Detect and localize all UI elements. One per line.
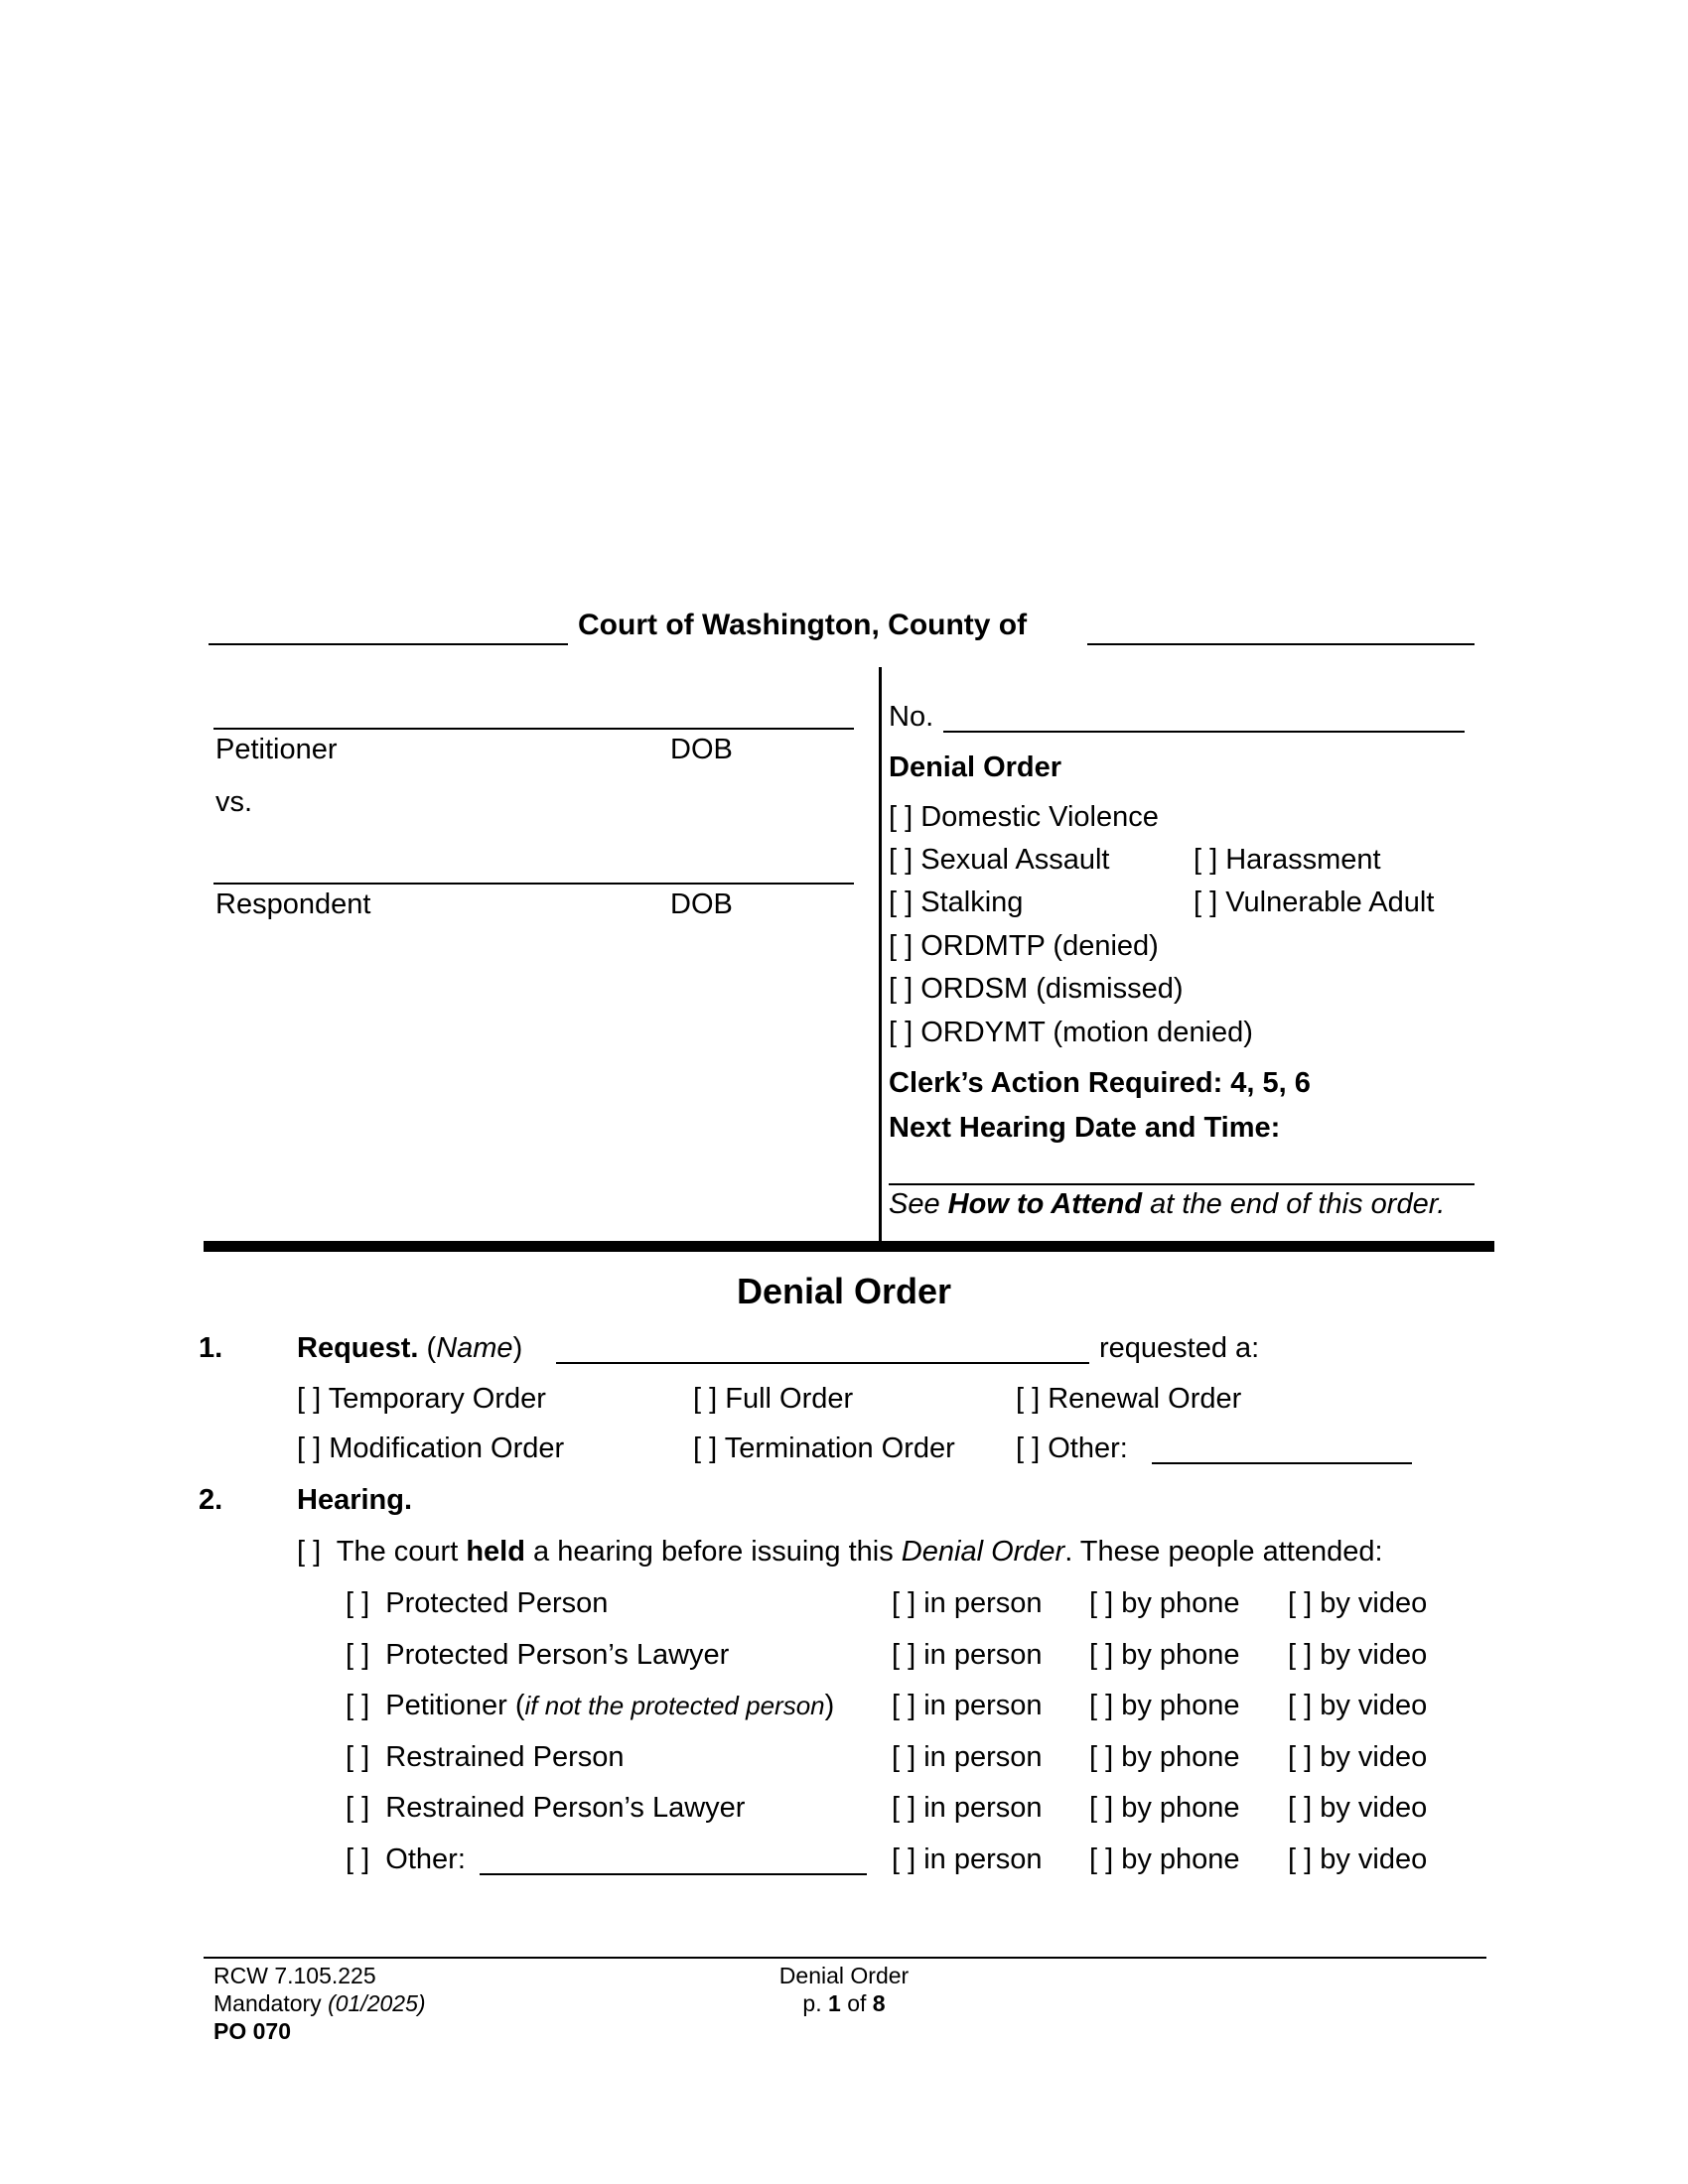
mode-in-person[interactable]: [ ] in person xyxy=(892,1843,1043,1875)
request-renewal-order[interactable]: [ ] Renewal Order xyxy=(1016,1383,1242,1415)
checkbox[interactable]: [ ] xyxy=(1194,844,1218,876)
attendee-petitioner[interactable]: [ ] Petitioner (if not the protected person) xyxy=(346,1690,835,1721)
checkbox[interactable]: [ ] xyxy=(346,1690,370,1721)
checkbox[interactable]: [ ] xyxy=(693,1383,718,1415)
county-blank-left[interactable] xyxy=(209,643,568,645)
requested-suffix: requested a: xyxy=(1099,1332,1260,1364)
case-type-sexual-assault[interactable] xyxy=(889,844,1109,877)
mode-by-phone[interactable]: [ ] by phone xyxy=(1089,1690,1240,1721)
case-type-ordymt[interactable] xyxy=(889,1017,1253,1049)
checkbox[interactable]: [ ] xyxy=(1016,1383,1041,1415)
footer-form-title: Denial Order xyxy=(778,1963,910,1988)
court-title: Court of Washington, County of xyxy=(578,609,1028,641)
checkbox[interactable]: [ ] xyxy=(889,1017,914,1048)
case-type-label: Stalking xyxy=(920,887,1024,918)
footer-statute: RCW 7.105.225 xyxy=(213,1963,376,1988)
mode-by-phone[interactable]: [ ] by phone xyxy=(1089,1587,1240,1619)
footer-form-code: PO 070 xyxy=(213,2018,291,2044)
checkbox[interactable]: [ ] xyxy=(297,1433,322,1464)
attendee-other-line[interactable] xyxy=(480,1873,867,1875)
request-modification-order[interactable]: [ ] Modification Order xyxy=(297,1433,565,1464)
checkbox[interactable]: [ ] xyxy=(693,1433,718,1464)
case-type-vulnerable-adult[interactable] xyxy=(1194,887,1434,919)
checkbox[interactable]: [ ] xyxy=(889,844,914,876)
vs-label: vs. xyxy=(215,786,253,818)
caption-divider xyxy=(879,667,882,1241)
section-2-label: Hearing. xyxy=(297,1484,413,1516)
case-type-label: Harassment xyxy=(1225,844,1381,876)
checkbox[interactable]: [ ] xyxy=(889,930,914,962)
checkbox[interactable]: [ ] xyxy=(346,1639,370,1671)
caption-bottom-rule xyxy=(204,1241,1494,1252)
mode-by-phone[interactable]: [ ] by phone xyxy=(1089,1843,1240,1875)
next-hearing-line[interactable] xyxy=(889,1183,1475,1185)
attendee-protected-lawyer[interactable]: [ ] Protected Person’s Lawyer xyxy=(346,1639,730,1671)
attendee-restrained-person[interactable]: [ ] Restrained Person xyxy=(346,1741,625,1773)
section-2-number: 2. xyxy=(199,1484,223,1516)
mode-by-phone[interactable]: [ ] by phone xyxy=(1089,1741,1240,1773)
respondent-name-line[interactable] xyxy=(213,883,854,885)
mode-in-person[interactable]: [ ] in person xyxy=(892,1741,1043,1773)
mode-by-video[interactable]: [ ] by video xyxy=(1288,1792,1428,1824)
case-type-label: ORDMTP (denied) xyxy=(920,930,1159,962)
mode-by-phone[interactable]: [ ] by phone xyxy=(1089,1639,1240,1671)
mode-in-person[interactable]: [ ] in person xyxy=(892,1792,1043,1824)
checkbox[interactable]: [ ] xyxy=(1016,1433,1041,1464)
footer-mandatory: Mandatory (01/2025) xyxy=(213,1990,426,2016)
checkbox[interactable]: [ ] xyxy=(889,887,914,918)
case-type-label: Domestic Violence xyxy=(920,801,1159,833)
mode-by-video[interactable]: [ ] by video xyxy=(1288,1639,1428,1671)
mode-by-video[interactable]: [ ] by video xyxy=(1288,1690,1428,1721)
mode-by-phone[interactable]: [ ] by phone xyxy=(1089,1792,1240,1824)
request-name-line[interactable] xyxy=(556,1362,1089,1364)
respondent-dob-label: DOB xyxy=(670,888,733,920)
case-type-ordsm[interactable] xyxy=(889,973,1183,1006)
attendee-protected-person[interactable]: [ ] Protected Person xyxy=(346,1587,609,1619)
petitioner-name-line[interactable] xyxy=(213,728,854,730)
case-type-domestic-violence[interactable] xyxy=(889,801,1159,834)
mode-in-person[interactable]: [ ] in person xyxy=(892,1690,1043,1721)
case-type-stalking[interactable] xyxy=(889,887,1023,919)
request-temporary-order[interactable]: [ ] Temporary Order xyxy=(297,1383,546,1415)
checkbox[interactable]: [ ] xyxy=(297,1536,322,1568)
case-type-label: Vulnerable Adult xyxy=(1225,887,1435,918)
checkbox[interactable]: [ ] xyxy=(889,973,914,1005)
checkbox[interactable]: [ ] xyxy=(346,1741,370,1773)
footer-center xyxy=(695,1962,993,2017)
mode-by-video[interactable]: [ ] by video xyxy=(1288,1741,1428,1773)
checkbox[interactable]: [ ] xyxy=(889,801,914,833)
case-type-label: Sexual Assault xyxy=(920,844,1110,876)
checkbox[interactable]: [ ] xyxy=(1194,887,1218,918)
mode-by-video[interactable]: [ ] by video xyxy=(1288,1843,1428,1875)
checkbox[interactable]: [ ] xyxy=(346,1843,370,1875)
case-type-label: ORDSM (dismissed) xyxy=(920,973,1184,1005)
case-number-label: No. xyxy=(889,701,934,733)
mode-by-video[interactable]: [ ] by video xyxy=(1288,1587,1428,1619)
request-other-line[interactable] xyxy=(1152,1462,1412,1464)
checkbox[interactable]: [ ] xyxy=(346,1587,370,1619)
attendee-restrained-lawyer[interactable]: [ ] Restrained Person’s Lawyer xyxy=(346,1792,746,1824)
mode-in-person[interactable]: [ ] in person xyxy=(892,1587,1043,1619)
petitioner-label: Petitioner xyxy=(215,734,338,765)
footer-page-number: p. 1 of 8 xyxy=(802,1990,886,2016)
next-hearing-label: Next Hearing Date and Time: xyxy=(889,1112,1281,1144)
petitioner-dob-label: DOB xyxy=(670,734,733,765)
case-type-harassment[interactable] xyxy=(1194,844,1381,877)
request-line: Request. (Name) xyxy=(297,1332,523,1364)
county-blank-right[interactable] xyxy=(1087,643,1475,645)
order-type-title: Denial Order xyxy=(889,751,1062,783)
footer-left xyxy=(213,1962,426,2045)
section-1-number: 1. xyxy=(199,1332,223,1364)
mode-in-person[interactable]: [ ] in person xyxy=(892,1639,1043,1671)
attendee-other[interactable]: [ ] Other: xyxy=(346,1843,466,1875)
page-title: Denial Order xyxy=(736,1271,952,1311)
case-number-line[interactable] xyxy=(943,731,1465,733)
request-full-order[interactable]: [ ] Full Order xyxy=(693,1383,854,1415)
checkbox[interactable]: [ ] xyxy=(297,1383,322,1415)
request-other[interactable]: [ ] Other: xyxy=(1016,1433,1128,1464)
footer-rule xyxy=(204,1957,1486,1959)
case-type-ordmtp[interactable] xyxy=(889,930,1159,963)
how-to-attend-note: See How to Attend at the end of this order. xyxy=(889,1188,1446,1220)
request-termination-order[interactable]: [ ] Termination Order xyxy=(693,1433,955,1464)
clerk-action-required: Clerk’s Action Required: 4, 5, 6 xyxy=(889,1067,1311,1099)
checkbox[interactable]: [ ] xyxy=(346,1792,370,1824)
case-type-label: ORDYMT (motion denied) xyxy=(920,1017,1253,1048)
hearing-held-option[interactable]: [ ] The court held a hearing before issuing this Denial Order. These people attended: xyxy=(297,1536,1383,1568)
respondent-label: Respondent xyxy=(215,888,371,920)
